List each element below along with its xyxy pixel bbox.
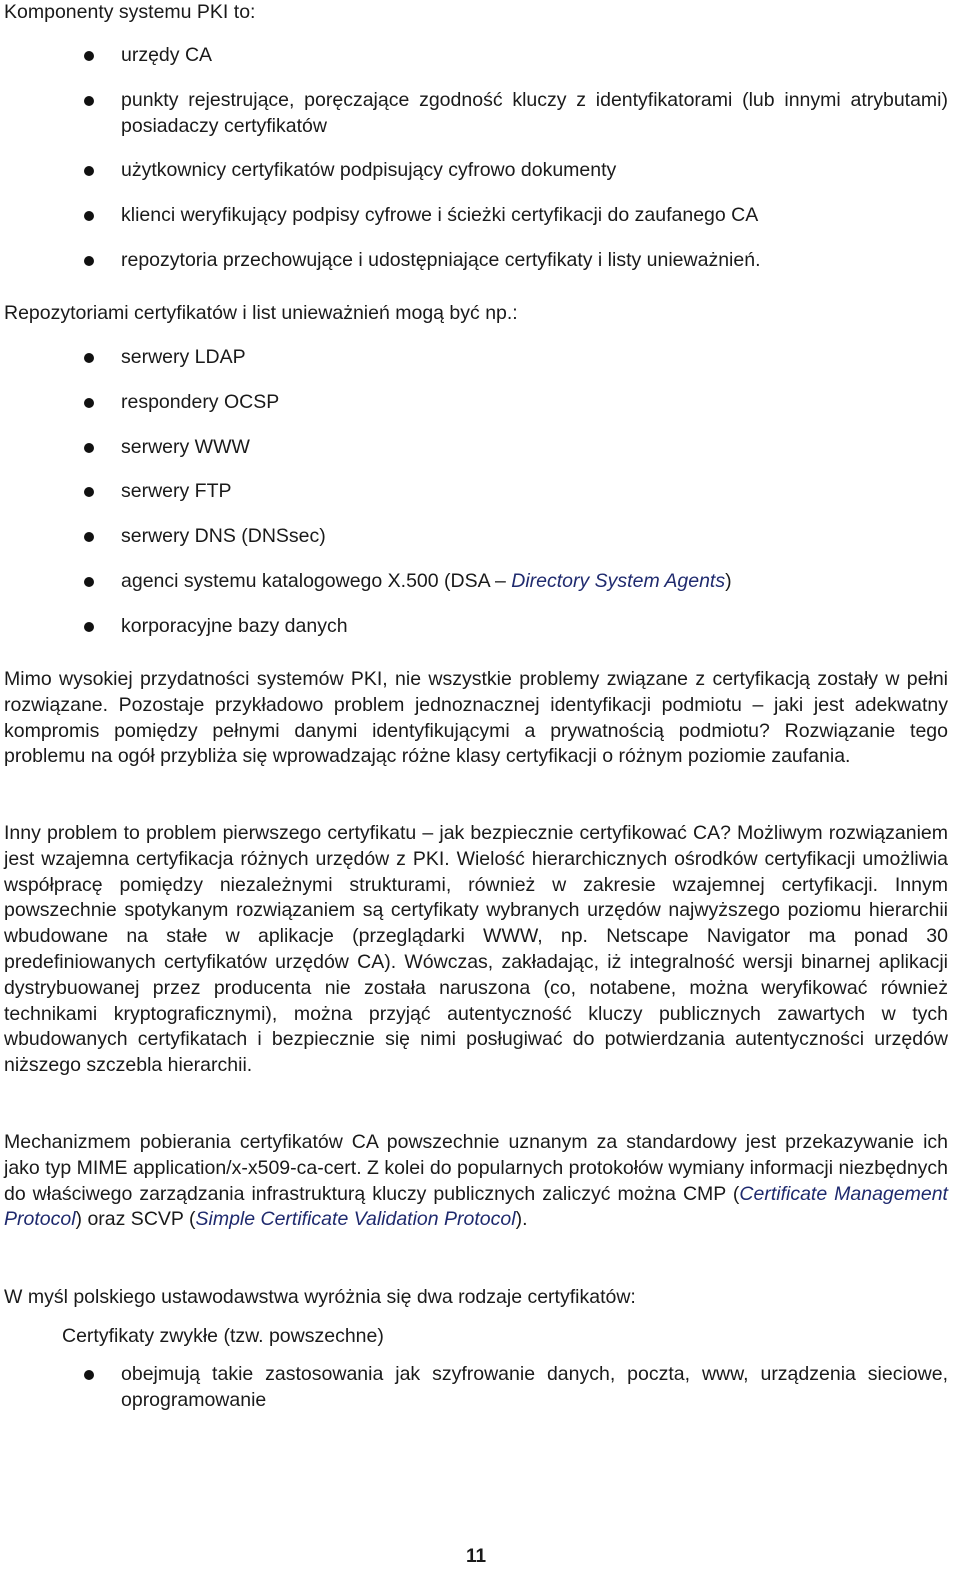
list-item bbox=[4, 569, 948, 595]
paragraph-mechanisms: Mechanizmem pobierania certyfikatów CA powszechnie uznanym za standardowy jest przekazywanie ich jako typ MIME application/x-x509-ca-cert. Z kolei do popularnych protokołów wymiany informacji niezbędnych do właściwego zarządzania infrastrukturą kluczy publicznych zaliczyć można CMP (Certificate Management Protocol) oraz SCVP (Simple Certificate Validation Protocol). bbox=[4, 1131, 949, 1231]
bullet-icon bbox=[84, 532, 94, 542]
list-item: punkty rejestrujące, poręczające zgodność kluczy z identyfikatorami (lub innymi atrybutami) posiadaczy certyfikatów bbox=[4, 88, 948, 140]
paragraph-first-certificate: Inny problem to problem pierwszego certyfikatu – jak bezpiecznie certyfikować CA? Możliwym rozwiązaniem jest wzajemna certyfikacja różnych urzędów z PKI. Wielość hierarchicznych ośrodków certyfikacji umożliwia współpracę pomiędzy niezależnymi strukturami, również w zakresie wzajemnej certyfikacji. Innym powszechnie spotykanym rozwiązaniem są certyfikaty wybranych urzędów najwyższego poziomu hierarchii wbudowane na stałe w aplikacje (przeglądarki WWW, np. Netscape Navigator ma ponad 30 predefiniowanych certyfikatów urzędów CA). Wówczas, zakładając, iż integralność wersji binarnej aplikacji dystrybuowanej przez producenta nie została naruszona (co, notabene, można weryfikować również technikami kryptograficznymi), można przyjąć autentyczność kluczy publicznych zawartych w tych wbudowanych certyfikatach i bezpiecznie się nimi posługiwać do potwierdzania autentyczności urzędów niższego szczebla hierarchii. bbox=[4, 822, 948, 1077]
bullet-icon bbox=[84, 577, 94, 587]
pki-components-list bbox=[4, 43, 948, 274]
bullet-icon bbox=[84, 622, 94, 632]
bullet-icon bbox=[84, 398, 94, 408]
list-item: serwery LDAP bbox=[4, 345, 948, 371]
dsa-suffix: ) bbox=[725, 569, 732, 592]
bullet-icon bbox=[84, 1370, 94, 1380]
bullet-icon bbox=[84, 353, 94, 363]
paragraph-pki-problems: Mimo wysokiej przydatności systemów PKI, nie wszystkie problemy związane z certyfikacją zostały w pełni rozwiązane. Pozostaje przykładowo problem jednoznacznej identyfikacji podmiotu – jaki jest adekwatny kompromis pomiędzy pełnymi danymi identyfikującymi a prywatnością podmiotu? Rozwiązanie tego problemu na ogół przybliża się wprowadzając różne klasy certyfikacji o różnym poziomie zaufania. bbox=[4, 668, 948, 768]
section2-intro: Repozytoriami certyfikatów i list unieważnień mogą być np.: bbox=[4, 302, 518, 324]
page-number: 11 bbox=[465, 1546, 487, 1567]
bullet-icon bbox=[84, 211, 94, 221]
repositories-list bbox=[4, 345, 948, 640]
list-item: obejmują takie zastosowania jak szyfrowanie danych, poczta, www, urządzenia sieciowe, oprogramowanie bbox=[4, 1362, 948, 1414]
dsa-dash: – bbox=[494, 569, 506, 592]
section1-intro: Komponenty systemu PKI to: bbox=[4, 1, 256, 23]
list-item: urzędy CA bbox=[4, 43, 948, 69]
list-item: serwery DNS (DNSsec) bbox=[4, 524, 948, 550]
bullet-icon bbox=[84, 487, 94, 497]
subheading-ordinary-certificates: Certyfikaty zwykłe (tzw. powszechne) bbox=[62, 1325, 384, 1347]
list-item: serwery WWW bbox=[4, 435, 948, 461]
list-item: repozytoria przechowujące i udostępniające certyfikaty i listy unieważnień. bbox=[4, 248, 948, 274]
ordinary-certificates-list bbox=[4, 1362, 948, 1414]
scvp-term: Simple Certificate Validation Protocol bbox=[195, 1208, 516, 1231]
list-item: użytkownicy certyfikatów podpisujący cyfrowo dokumenty bbox=[4, 158, 948, 184]
list-item: korporacyjne bazy danych bbox=[4, 614, 948, 640]
dsa-italic: Directory System Agents bbox=[511, 569, 726, 592]
bullet-icon bbox=[84, 256, 94, 266]
list-item: serwery FTP bbox=[4, 479, 948, 505]
list-item: klienci weryfikujący podpisy cyfrowe i ścieżki certyfikacji do zaufanego CA bbox=[4, 203, 948, 229]
bullet-icon bbox=[84, 51, 94, 61]
cmp-term: Certificate Management Protocol bbox=[4, 1182, 948, 1231]
list-item: respondery OCSP bbox=[4, 390, 948, 416]
bullet-icon bbox=[84, 166, 94, 176]
bullet-icon bbox=[84, 443, 94, 453]
bullet-icon bbox=[84, 96, 94, 106]
paragraph-legislation: W myśl polskiego ustawodawstwa wyróżnia się dwa rodzaje certyfikatów: bbox=[4, 1286, 636, 1308]
dsa-prefix: agenci systemu katalogowego X.500 (DSA bbox=[121, 569, 495, 592]
